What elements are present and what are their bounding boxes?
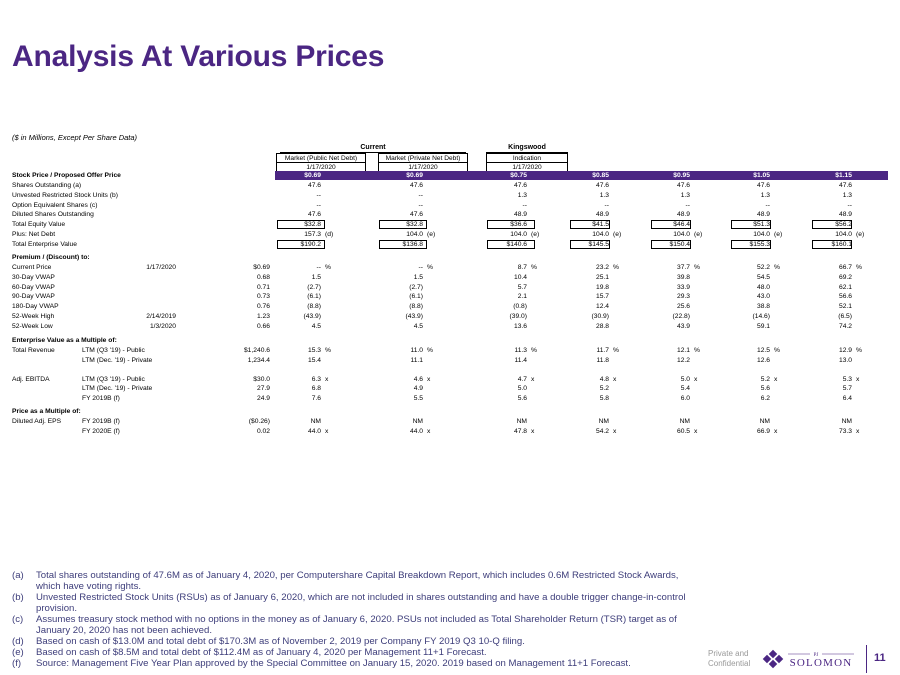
value-cell: --	[604, 201, 609, 209]
value-cell: 13.6	[513, 322, 527, 330]
table-row	[12, 384, 892, 393]
value-cell: $145.5	[588, 240, 609, 248]
unit-cell: (e)	[694, 231, 703, 238]
col-date-private: 1/17/2020	[378, 162, 468, 172]
value-cell: 69.2	[838, 273, 852, 281]
value-cell: 56.6	[838, 293, 852, 301]
value-cell: $56.2	[835, 221, 852, 229]
unit-cell: x	[774, 375, 778, 383]
value-cell: 23.2	[595, 264, 609, 271]
value-cell: $32.8	[304, 221, 321, 229]
value-cell: 47.6	[756, 182, 770, 189]
col-date-indication: 1/17/2020	[486, 162, 568, 172]
unit-cell: %	[856, 347, 862, 354]
col-header-public: Market (Public Net Debt)	[276, 153, 366, 163]
reference-value: 0.02	[256, 427, 270, 435]
table-row	[12, 263, 892, 272]
value-cell: 48.9	[676, 211, 690, 219]
value-cell: 48.0	[756, 283, 770, 291]
page-title: Analysis At Various Prices	[12, 40, 385, 73]
reference-value: $30.0	[253, 375, 270, 383]
value-cell: NM	[841, 418, 852, 425]
unit-cell: x	[613, 375, 617, 383]
value-cell: 47.6	[307, 182, 321, 189]
value-cell: $155.3	[749, 240, 770, 248]
row-label: 90-Day VWAP	[12, 293, 55, 301]
table-row	[12, 407, 892, 416]
unit-cell: %	[613, 347, 619, 354]
value-cell: 47.6	[409, 211, 423, 219]
value-cell: 6.2	[760, 395, 770, 403]
value-cell: 1.3	[842, 191, 852, 199]
value-cell: 1.5	[413, 273, 423, 281]
table-row	[12, 375, 892, 384]
value-cell: 5.7	[517, 283, 527, 291]
value-cell: (2.7)	[307, 283, 321, 291]
row-date: 2/14/2019	[146, 313, 176, 320]
value-cell: 1.3	[599, 191, 609, 199]
unit-cell: %	[774, 264, 780, 271]
value-cell: 5.6	[760, 385, 770, 393]
value-cell: 37.7	[676, 264, 690, 271]
value-cell: 25.1	[595, 273, 609, 281]
value-cell: 104.0	[673, 231, 690, 238]
table-row	[12, 283, 892, 292]
value-cell: 43.9	[676, 322, 690, 330]
row-label: Current Price	[12, 264, 52, 271]
value-cell: 19.8	[595, 283, 609, 291]
row-date: 1/3/2020	[149, 322, 176, 330]
unit-cell: x	[427, 375, 431, 383]
value-cell: 5.8	[599, 395, 609, 403]
value-cell: NM	[310, 418, 321, 425]
value-cell: 62.1	[838, 283, 852, 291]
unit-cell: x	[694, 427, 698, 435]
footnote: (d) Based on cash of $13.0M and total debt of $170.3M as of November 2, 2019 per Company FY 2019 Q3 10-Q filing.	[12, 636, 525, 647]
value-cell: $51.3	[753, 221, 770, 229]
row-label: Unvested Restricted Stock Units (b)	[12, 191, 118, 199]
value-cell: (2.7)	[409, 283, 423, 291]
row-label: Shares Outstanding (a)	[12, 182, 82, 189]
unit-cell: x	[325, 375, 329, 383]
value-cell: --	[418, 201, 423, 209]
value-cell: (6.5)	[838, 313, 852, 320]
value-cell: (14.6)	[752, 313, 770, 320]
value-cell: (30.9)	[591, 313, 609, 320]
unit-cell: %	[613, 264, 619, 271]
value-cell: 39.8	[676, 273, 690, 281]
price-cell: $0.95	[673, 172, 690, 179]
value-cell: 1.5	[311, 273, 321, 281]
value-cell: 48.9	[513, 211, 527, 219]
price-cell: $1.05	[753, 172, 770, 179]
row-label: Total Enterprise Value	[12, 240, 77, 248]
table-row	[12, 273, 892, 282]
value-cell: 11.7	[596, 347, 609, 354]
value-cell: 104.0	[406, 231, 423, 238]
value-cell: (6.1)	[409, 293, 423, 301]
section-heading: Price as a Multiple of:	[12, 408, 81, 415]
value-cell: 12.1	[676, 347, 690, 354]
value-cell: --	[522, 201, 527, 209]
row-label: 180-Day VWAP	[12, 303, 59, 311]
value-cell: 28.8	[595, 322, 609, 330]
col-header-indication: Indication	[486, 153, 568, 163]
value-cell: 52.2	[756, 264, 770, 271]
row-label: Adj. EBITDA	[12, 375, 50, 383]
unit-cell: (e)	[531, 231, 540, 238]
value-cell: 12.2	[676, 356, 690, 364]
table-row	[12, 181, 892, 190]
value-cell: (39.0)	[509, 313, 527, 320]
table-row	[12, 220, 892, 229]
value-cell: 15.7	[595, 293, 609, 301]
unit-cell: %	[427, 347, 433, 354]
row-date: 1/17/2020	[146, 264, 176, 271]
unit-cell: x	[856, 375, 860, 383]
reference-value: $1,240.6	[243, 347, 270, 354]
row-sublabel: FY 2019B (f)	[82, 395, 120, 403]
value-cell: NM	[598, 418, 609, 425]
value-cell: --	[685, 201, 690, 209]
value-cell: 43.0	[756, 293, 770, 301]
price-cell: $0.75	[510, 172, 527, 179]
value-cell: 4.5	[413, 322, 423, 330]
value-cell: $190.2	[300, 240, 321, 248]
value-cell: 10.4	[513, 273, 527, 281]
unit-cell: (e)	[856, 231, 865, 238]
reference-value: 0.76	[256, 303, 270, 311]
value-cell: (6.1)	[307, 293, 321, 301]
value-cell: 54.2	[595, 427, 609, 435]
table-row	[12, 302, 892, 311]
table-row	[12, 336, 892, 345]
value-cell: (8.8)	[307, 303, 321, 311]
table-row	[12, 201, 892, 210]
logo-diamond-icon	[763, 650, 783, 668]
value-cell: 104.0	[510, 231, 527, 238]
price-cell: $0.69	[406, 172, 423, 179]
value-cell: 8.7	[517, 264, 527, 271]
reference-value: 0.68	[256, 273, 270, 281]
price-cell: $0.69	[304, 172, 321, 179]
value-cell: 4.5	[311, 322, 321, 330]
value-cell: 38.8	[756, 303, 770, 311]
value-cell: --	[316, 191, 321, 199]
value-cell: 6.4	[842, 395, 852, 403]
value-cell: (0.8)	[513, 303, 527, 311]
unit-cell: x	[531, 375, 535, 383]
reference-value: 27.9	[256, 385, 270, 393]
row-label: 52-Week High	[12, 313, 55, 320]
value-cell: --	[765, 201, 770, 209]
footnotes	[12, 570, 702, 669]
value-cell: 5.3	[842, 375, 852, 383]
value-cell: NM	[759, 418, 770, 425]
value-cell: 1.3	[760, 191, 770, 199]
value-cell: 11.8	[596, 356, 609, 364]
row-sublabel: LTM (Dec. '19) - Private	[82, 356, 153, 364]
price-cell: $0.85	[592, 172, 609, 179]
unit-cell: %	[694, 264, 700, 271]
value-cell: 15.4	[307, 356, 321, 364]
row-sublabel: LTM (Q3 '19) - Public	[82, 347, 145, 354]
value-cell: 74.2	[838, 322, 852, 330]
value-cell: 44.0	[409, 427, 423, 435]
unit-cell: %	[531, 347, 537, 354]
unit-cell: x	[325, 427, 329, 435]
col-header-private: Market (Private Net Debt)	[378, 153, 468, 163]
footnote: (a) Total shares outstanding of 47.6M as of January 4, 2020, per Computershare Capital Breakdown Report, which includes 0.6M Restricted Stock Awards, which have voting rights.	[12, 570, 679, 592]
reference-value: 24.9	[256, 395, 270, 403]
reference-value: 1.23	[256, 313, 270, 320]
table-row	[12, 191, 892, 200]
unit-cell: (e)	[427, 231, 436, 238]
value-cell: 6.0	[680, 395, 690, 403]
unit-cell: x	[613, 427, 617, 435]
value-cell: 73.3	[838, 427, 852, 435]
unit-cell: x	[427, 427, 431, 435]
unit-cell: x	[774, 427, 778, 435]
value-cell: 47.6	[838, 182, 852, 189]
value-cell: 6.8	[311, 385, 321, 393]
value-cell: (43.9)	[405, 313, 423, 320]
table-row	[12, 240, 892, 249]
value-cell: 12.5	[756, 347, 770, 354]
value-cell: 48.9	[838, 211, 852, 219]
table-row	[12, 346, 892, 355]
value-cell: $140.6	[506, 240, 527, 248]
value-cell: 5.6	[517, 395, 527, 403]
value-cell: 66.7	[838, 264, 852, 271]
value-cell: $160.1	[831, 240, 852, 248]
reference-value: 0.73	[256, 293, 270, 301]
row-label: 30-Day VWAP	[12, 273, 55, 281]
footnote: (f) Source: Management Five Year Plan approved by the Special Committee on January 15, 2020. 2019 based on Management 11+1 Forecast.	[12, 658, 631, 669]
value-cell: (43.9)	[303, 313, 321, 320]
page-number: 11	[874, 652, 886, 664]
value-cell: 4.8	[599, 375, 609, 383]
value-cell: 52.1	[838, 303, 852, 311]
row-label: 52-Week Low	[12, 322, 53, 330]
value-cell: 11.3	[514, 347, 527, 354]
unit-cell: (d)	[325, 231, 334, 238]
value-cell: 11.0	[410, 347, 423, 354]
value-cell: 11.1	[410, 356, 423, 364]
section-heading: Premium / (Discount) to:	[12, 254, 90, 261]
value-cell: 47.8	[513, 427, 527, 435]
value-cell: (8.8)	[409, 303, 423, 311]
table-row	[12, 356, 892, 365]
value-cell: 47.6	[307, 211, 321, 219]
value-cell: (22.8)	[672, 313, 690, 320]
value-cell: 1.3	[517, 191, 527, 199]
value-cell: 104.0	[592, 231, 609, 238]
unit-cell: x	[531, 427, 535, 435]
value-cell: 4.7	[517, 375, 527, 383]
solomon-logo	[760, 648, 860, 670]
value-cell: 60.5	[676, 427, 690, 435]
unit-cell: x	[856, 427, 860, 435]
footer-divider	[866, 645, 867, 673]
value-cell: 5.4	[680, 385, 690, 393]
value-cell: 15.3	[307, 347, 321, 354]
value-cell: 12.4	[595, 303, 609, 311]
value-cell: 5.5	[413, 395, 423, 403]
value-cell: 4.6	[413, 375, 423, 383]
value-cell: $36.6	[510, 221, 527, 229]
value-cell: $150.4	[669, 240, 690, 248]
row-label: Option Equivalent Shares (c)	[12, 201, 98, 209]
value-cell: --	[316, 201, 321, 209]
value-cell: 48.9	[756, 211, 770, 219]
reference-value: $0.69	[253, 264, 270, 271]
row-label: Stock Price / Proposed Offer Price	[12, 172, 121, 179]
value-cell: --	[418, 264, 423, 271]
unit-cell: %	[427, 264, 433, 271]
value-cell: 44.0	[307, 427, 321, 435]
value-cell: 47.6	[676, 182, 690, 189]
row-label: Plus: Net Debt	[12, 231, 56, 238]
price-cell: $1.15	[835, 172, 852, 179]
group-current: Current	[360, 144, 386, 151]
value-cell: 48.9	[595, 211, 609, 219]
table-row	[12, 312, 892, 321]
unit-cell: (e)	[613, 231, 622, 238]
unit-cell: %	[325, 347, 331, 354]
svg-text:PJ: PJ	[813, 653, 819, 658]
unit-cell: %	[774, 347, 780, 354]
unit-cell: (e)	[774, 231, 783, 238]
unit-cell: x	[694, 375, 698, 383]
table-row	[12, 427, 892, 436]
table-row	[12, 171, 892, 180]
row-label: Total Equity Value	[12, 221, 66, 229]
value-cell: 59.1	[756, 322, 770, 330]
table-row	[12, 417, 892, 426]
value-cell: NM	[679, 418, 690, 425]
table-row	[12, 394, 892, 403]
value-cell: 47.6	[595, 182, 609, 189]
value-cell: 1.3	[680, 191, 690, 199]
unit-cell: %	[325, 264, 331, 271]
col-date-public: 1/17/2020	[276, 162, 366, 172]
value-cell: 4.9	[413, 385, 423, 393]
value-cell: --	[418, 191, 423, 199]
footnote: (b) Unvested Restricted Stock Units (RSUs) as of January 6, 2020, which are not included in shares outstanding and have a double trigger change-in-control provision.	[12, 592, 686, 614]
value-cell: $136.8	[402, 240, 423, 248]
footnote: (c) Assumes treasury stock method with no options in the money as of January 6, 2020. PSUs not included as Total Shareholder Return (TSR) target as of January 20, 2020 has not been achieved.	[12, 614, 677, 636]
group-kingswood: Kingswood	[508, 144, 546, 151]
reference-value: 1,234.4	[247, 356, 270, 364]
row-label: 60-Day VWAP	[12, 283, 55, 291]
value-cell: 5.0	[680, 375, 690, 383]
row-label: Total Revenue	[12, 347, 55, 354]
value-cell: 6.3	[311, 375, 321, 383]
value-cell: NM	[412, 418, 423, 425]
unit-cell: %	[694, 347, 700, 354]
value-cell: $41.5	[592, 221, 609, 229]
value-cell: $46.4	[673, 221, 690, 229]
row-sublabel: LTM (Dec. '19) - Private	[82, 385, 153, 393]
units-subtitle: ($ in Millions, Except Per Share Data)	[12, 133, 138, 142]
table-row	[12, 230, 892, 239]
value-cell: 5.7	[842, 385, 852, 393]
table-row	[12, 210, 892, 219]
value-cell: 47.6	[513, 182, 527, 189]
value-cell: 33.9	[676, 283, 690, 291]
table-row	[12, 253, 892, 262]
value-cell: 47.6	[409, 182, 423, 189]
value-cell: 12.6	[756, 356, 770, 364]
value-cell: $32.8	[406, 221, 423, 229]
unit-cell: %	[531, 264, 537, 271]
value-cell: 5.0	[517, 385, 527, 393]
value-cell: 5.2	[760, 375, 770, 383]
row-sublabel: LTM (Q3 '19) - Public	[82, 375, 145, 383]
unit-cell: %	[856, 264, 862, 271]
table-row	[12, 322, 892, 331]
footnote: (e) Based on cash of $8.5M and total debt of $112.4M as of January 4, 2020 per Management 11+1 Forecast.	[12, 647, 487, 658]
value-cell: 29.3	[676, 293, 690, 301]
svg-text:SOLOMON: SOLOMON	[789, 657, 853, 669]
row-label: Diluted Shares Outstanding	[12, 211, 94, 219]
value-cell: 104.0	[753, 231, 770, 238]
value-cell: --	[847, 201, 852, 209]
reference-value: ($0.26)	[248, 418, 270, 425]
value-cell: 11.4	[514, 356, 527, 364]
row-sublabel: FY 2020E (f)	[82, 427, 120, 435]
value-cell: 66.9	[756, 427, 770, 435]
value-cell: 2.1	[517, 293, 527, 301]
reference-value: 0.66	[256, 322, 270, 330]
table-row	[12, 292, 892, 301]
value-cell: 5.2	[599, 385, 609, 393]
value-cell: 12.9	[838, 347, 852, 354]
reference-value: 0.71	[256, 283, 270, 291]
confidentiality-label: Private and Confidential	[708, 649, 751, 668]
value-cell: 157.3	[304, 231, 321, 238]
row-label: Diluted Adj. EPS	[12, 418, 62, 425]
value-cell: 104.0	[835, 231, 852, 238]
value-cell: 25.6	[676, 303, 690, 311]
value-cell: NM	[516, 418, 527, 425]
value-cell: 13.0	[838, 356, 852, 364]
value-cell: 7.6	[311, 395, 321, 403]
section-heading: Enterprise Value as a Multiple of:	[12, 337, 117, 344]
row-sublabel: FY 2019B (f)	[82, 418, 120, 425]
value-cell: 54.5	[756, 273, 770, 281]
value-cell: --	[316, 264, 321, 271]
